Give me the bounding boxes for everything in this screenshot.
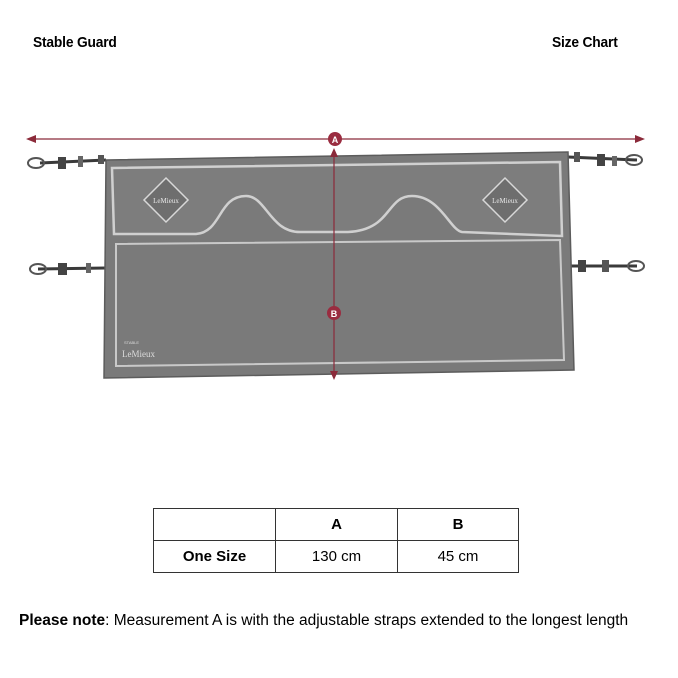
table-header-cell xyxy=(154,509,276,541)
note xyxy=(19,612,628,630)
table-cell-b: 45 cm xyxy=(398,541,519,573)
size-table xyxy=(153,508,519,573)
note-text: : Measurement A is with the adjustable straps extended to the longest length xyxy=(105,612,629,629)
mid-right-strap xyxy=(568,260,644,272)
left-logo-text: LeMieux xyxy=(153,197,179,205)
marker-a-label: A xyxy=(331,135,339,145)
table-header-cell: A xyxy=(276,509,398,541)
table-row xyxy=(154,541,519,573)
top-left-strap xyxy=(28,155,106,169)
right-logo-text: LeMieux xyxy=(492,197,518,205)
label-subtext: STABLE xyxy=(124,340,140,345)
table-cell-a: 130 cm xyxy=(276,541,398,573)
dimension-a xyxy=(26,132,645,146)
label-text: LeMieux xyxy=(122,349,155,359)
marker-b-label: B xyxy=(330,309,338,319)
table-cell-size: One Size xyxy=(154,541,276,573)
note-label: Please note xyxy=(19,612,106,629)
table-header-cell: B xyxy=(398,509,519,541)
mid-left-strap xyxy=(30,263,106,275)
top-right-strap xyxy=(568,152,642,166)
size-chart-title: Size Chart xyxy=(552,34,618,51)
page-title: Stable Guard xyxy=(33,34,117,51)
table-header-row xyxy=(154,509,519,541)
